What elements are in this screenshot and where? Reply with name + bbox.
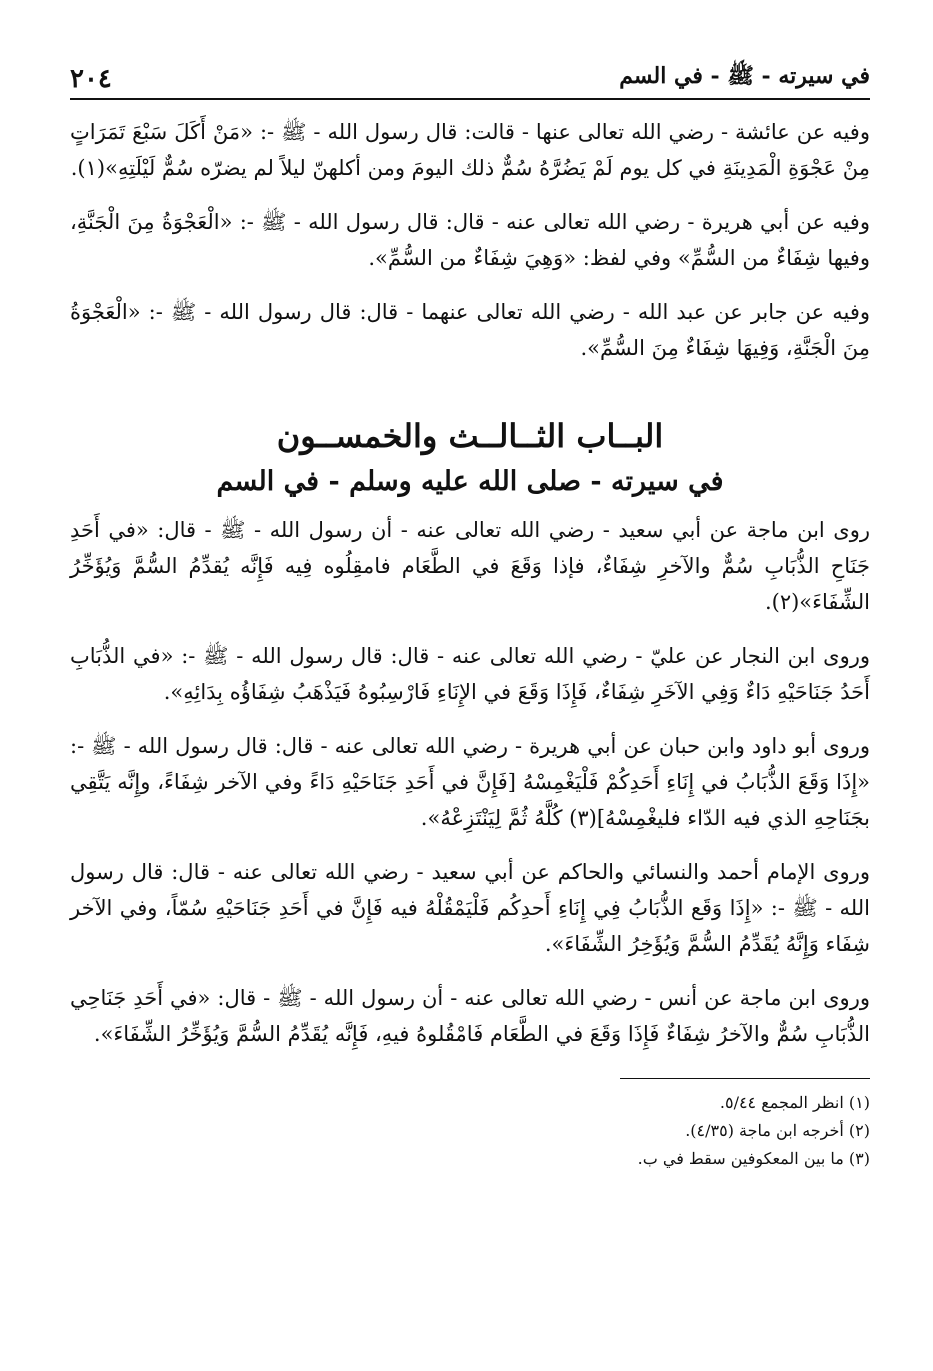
paragraph: وروى ابن النجار عن عليّ - رضي الله تعالى عنه - قال: قال رسول الله - ﷺ -: «في الذُّبَابِ أَحَدُ جَنَاحَيْهِ دَاءٌ وَفِي الآخَرِ شِفَاءٌ، فَإِذَا وَقَعَ في الإِنَاءِ فَارْسِبُوهُ فَيَذْهَبُ شِفَاؤُه بِدَائِهِ». xyxy=(70,644,870,704)
paragraph: روى ابن ماجة عن أبي سعيد - رضي الله تعالى عنه - أن رسول الله - ﷺ - قال: «في أَحَدِ جَنَاحِ الذُّبَابِ سُمٌّ والآخرِ شِفَاءٌ، فإذا وَقَعَ في الطَّعَام فامقِلُوه فِيه فَإِنَّه يُقدِّمُ السُّمَّ وَيُؤَخِّرُ الشِّفَاءَ»(٢). xyxy=(70,518,870,614)
footnote: (٣) ما بين المعكوفين سقط في ب. xyxy=(637,1149,870,1168)
paragraph: وروى أبو داود وابن حبان عن أبي هريرة - رضي الله تعالى عنه - قال: قال رسول الله - ﷺ -: «إِذَا وَقَعَ الذُّبَابُ في إِنَاءِ أَحَدِكُمْ فَلْيَغْمِسْهُ [فَإِنَّ في أَحَدِ جَنَاحَيْهِ دَاءً وفي الآخر شِفَاءً، وإِنَّه يَتَّقِي بجَنَاحِهِ الذي فيه الدّاء فليغْمِسْهُ]‏(٣) كُلَّهُ ثُمَّ لِيَنْتَزِعْهُ». xyxy=(70,734,870,830)
paragraph: وروى الإمام أحمد والنسائي والحاكم عن أبي سعيد - رضي الله تعالى عنه - قال: قال رسول الله - ﷺ -: «إِذَا وَقَع الذُّبَابُ فِي إِنَاءِ أَحدِكُم فَلْيَمْقُلْهُ فيه فَإِنَّ في أَحَدِ جَنَاحَيْهِ سُمّاً، وفي الآخر شِفَاء وَإِنَّهُ يُقَدِّمُ السُّمَّ وَيُؤَخِرُ الشِّفَاءَ». xyxy=(70,860,870,956)
header-rule xyxy=(70,98,870,100)
page-number: ٢٠٤ xyxy=(70,64,112,94)
chapter-title: البــاب الثــالــث والخمســون xyxy=(276,417,664,455)
paragraph: وفيه عن أبي هريرة - رضي الله تعالى عنه - قال: قال رسول الله - ﷺ -: «الْعَجْوَةُ مِنَ الْجَنَّةِ، وفيها شِفَاءٌ من السُّمِّ» وفي لفظ: «وَهِيَ شِفَاءٌ من السُّمِّ». xyxy=(70,210,870,270)
page-header xyxy=(70,50,870,94)
chapter-subtitle: في سيرته - صلى الله عليه وسلم - في السم xyxy=(216,466,724,497)
paragraph: وفيه عن جابر عن عبد الله - رضي الله تعالى عنهما - قال: قال رسول الله - ﷺ -: «الْعَجْوَةُ مِنَ الْجَنَّةِ، وَفِيهَا شِفَاءٌ مِنَ السُّمِّ». xyxy=(70,300,870,360)
footnote-separator xyxy=(620,1078,870,1079)
footnote: (٢) أخرجه ابن ماجة (٤/٣٥). xyxy=(685,1121,870,1140)
footnote: (١) انظر المجمع ٥/٤٤. xyxy=(719,1093,870,1112)
book-page xyxy=(70,50,870,1350)
paragraph: وفيه عن عائشة - رضي الله تعالى عنها - قالت: قال رسول الله - ﷺ -: «مَنْ أَكَلَ سَبْعَ تَمَرَاتٍ مِنْ عَجْوَةِ الْمَدِينَةِ في كل يوم لَمْ يَضُرَّهُ سُمٌّ ذلك اليومَ ومن أكلهنّ ليلاً لم يضرّه سُمٌّ لَيْلَتِهِ»(١). xyxy=(70,120,870,180)
paragraph: وروى ابن ماجة عن أنس - رضي الله تعالى عنه - أن رسول الله - ﷺ - قال: «في أَحَدِ جَنَاحِي الذُّبَابِ سُمٌّ والآخرُ شِفَاءٌ فَإِذَا وَقَعَ في الطَّعَام فَامْقُلوهُ فيهِ، فَإِنَّه يُقَدِّمُ السُّمَّ وَيُؤَخِّرُ الشِّفَاءَ». xyxy=(70,986,870,1046)
running-head: في سيرته - ﷺ - في السم xyxy=(619,63,870,89)
